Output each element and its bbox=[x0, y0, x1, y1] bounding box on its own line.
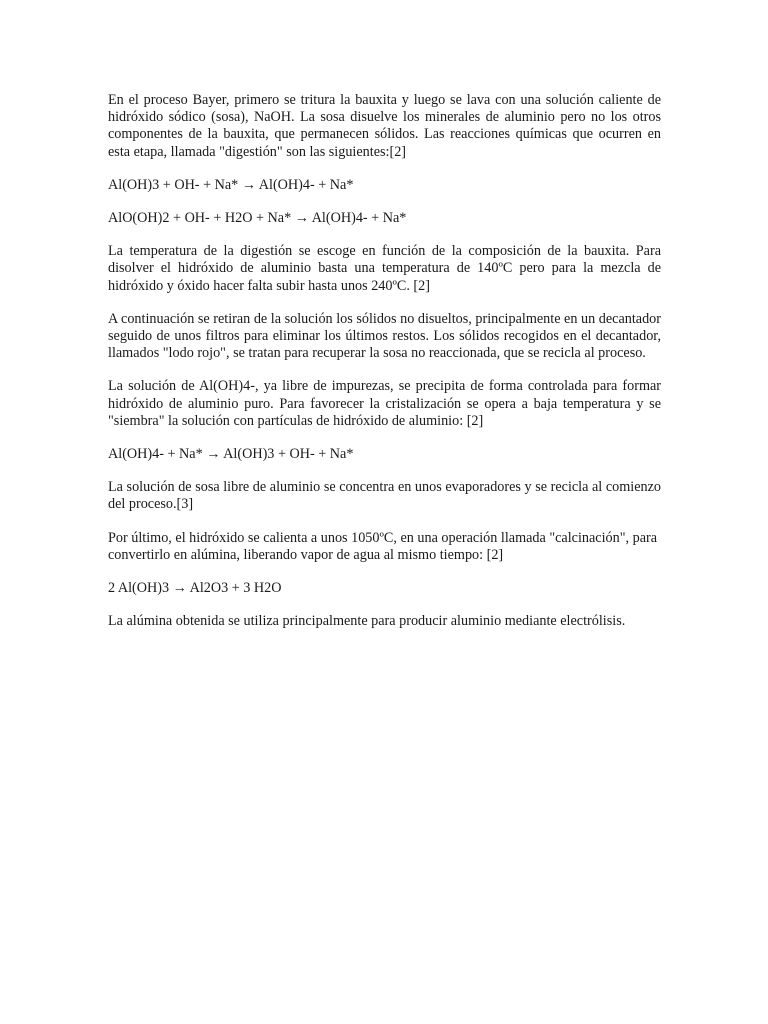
equation-calcination: 2 Al(OH)3 → Al2O3 + 3 H2O bbox=[108, 580, 282, 597]
equation-digestion-1: Al(OH)3 + OH- + Na* → Al(OH)4- + Na* bbox=[108, 176, 354, 193]
paragraph-digestion-temperature: La temperatura de la digestión se escoge en función de la composición de la bauxita. Para disolver el hidróxido de aluminio basta una temperatura de 140ºC pero para la mezcla de hidróxido y óxido hacer falta subir hasta unos 240ºC. [2] bbox=[108, 243, 661, 294]
equation-digestion-2: AlO(OH)2 + OH- + H2O + Na* → Al(OH)4- + Na* bbox=[108, 210, 407, 227]
paragraph-calcination: Por último, el hidróxido se calienta a unos 1050ºC, en una operación llamada "calcinación", para convertirlo en alúmina, liberando vapor de agua al mismo tiempo: [2] bbox=[108, 529, 658, 563]
paragraph-conclusion: La alúmina obtenida se utiliza principalmente para producir aluminio mediante electrólisis. bbox=[108, 613, 626, 630]
equation-precipitation: Al(OH)4- + Na* → Al(OH)3 + OH- + Na* bbox=[108, 446, 354, 463]
paragraph-solids-removal: A continuación se retiran de la solución los sólidos no disueltos, principalmente en un decantador seguido de unos filtros para eliminar los últimos restos. Los sólidos recogidos en el decantador, llamados "lodo rojo", se tratan para recuperar la sosa no reaccionada, que se recicla al proceso. bbox=[108, 310, 661, 362]
paragraph-bayer-intro: En el proceso Bayer, primero se tritura la bauxita y luego se lava con una solución caliente de hidróxido sódico (sosa), NaOH. La sosa disuelve los minerales de aluminio pero no los otros componentes de la bauxita, que permanecen sólidos. Las reacciones químicas que ocurren en esta etapa, llamada "digestión" son las siguientes:[2] bbox=[108, 92, 661, 160]
paragraph-precipitation: La solución de Al(OH)4-, ya libre de impurezas, se precipita de forma controlada para formar hidróxido de aluminio puro. Para favorecer la cristalización se opera a baja temperatura y se "siembra" la solución con partículas de hidróxido de aluminio: [2] bbox=[108, 378, 661, 429]
document-body bbox=[108, 92, 661, 646]
paragraph-evaporation: La solución de sosa libre de aluminio se concentra en unos evaporadores y se recicla al comienzo del proceso.[3] bbox=[108, 479, 661, 513]
